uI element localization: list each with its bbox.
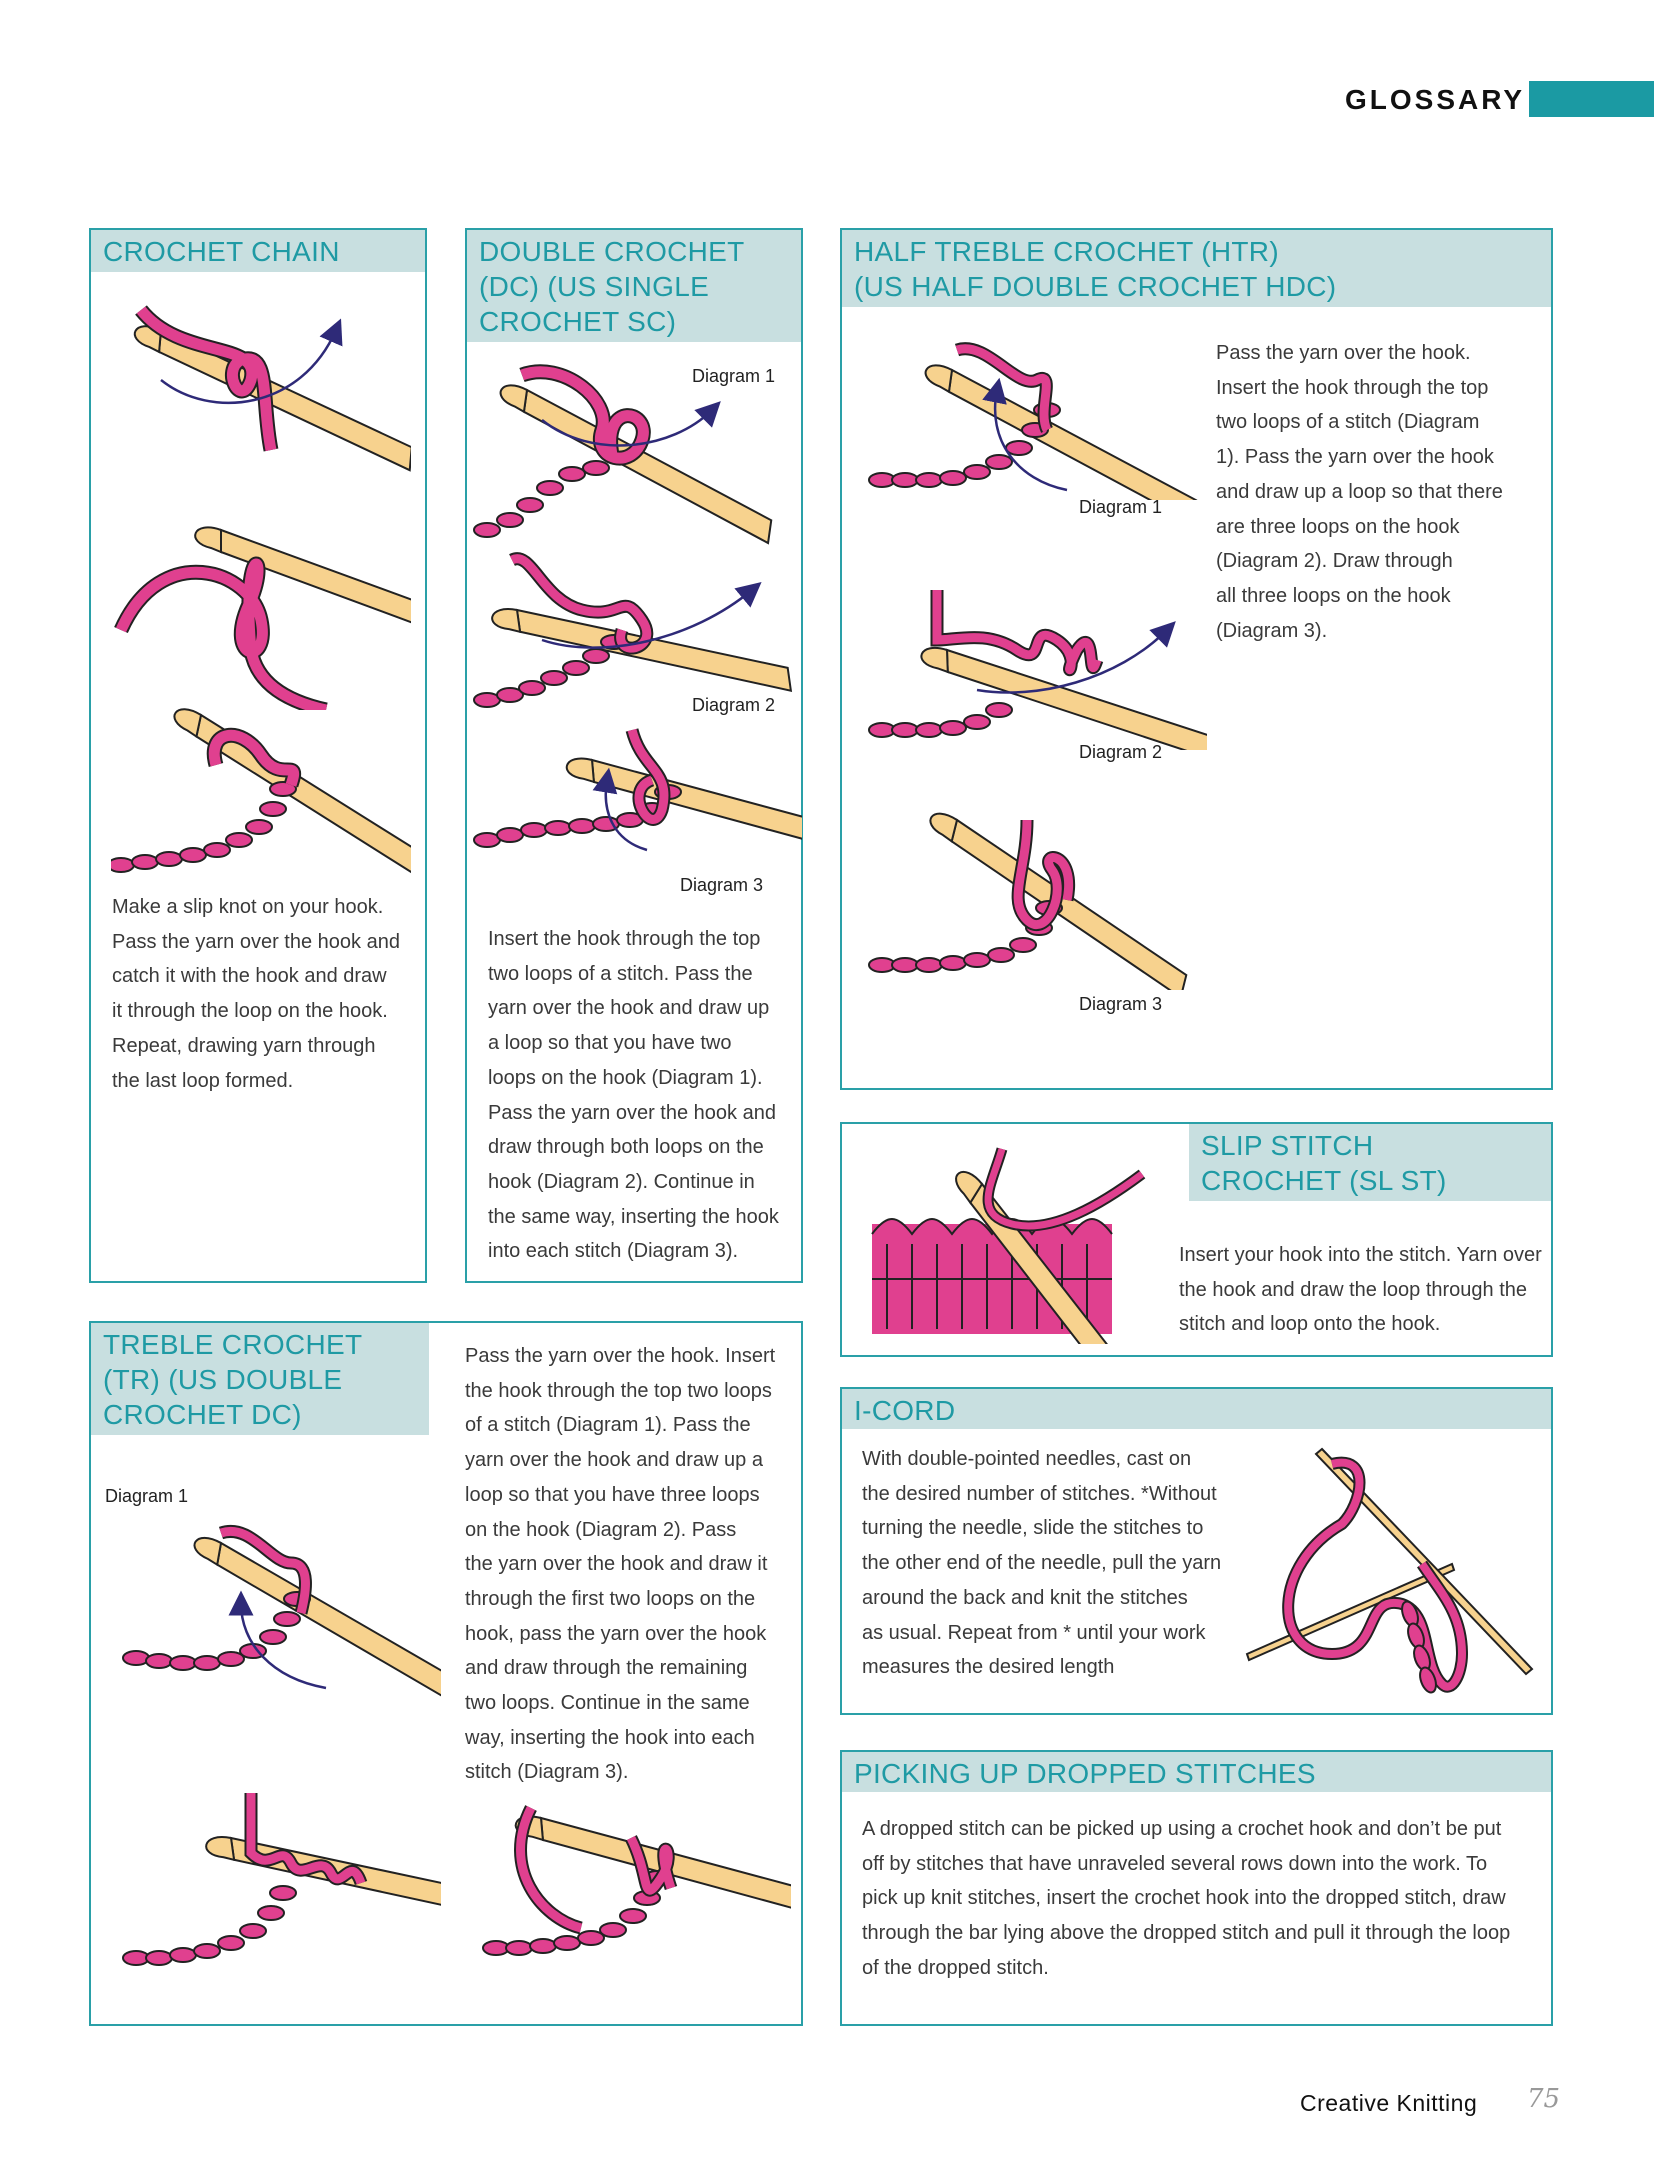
i-cord-illustration [1232,1444,1542,1704]
text-line: it through the loop on the hook. [112,1000,388,1023]
chain-step-1-illustration [121,300,411,500]
title-line: SLIP STITCH [1201,1130,1374,1161]
text-line: the last loop formed. [112,1069,294,1092]
slip-stitch-section [840,1122,1553,1357]
section-title: I-CORD [842,1389,1551,1429]
diagram-2-label: Diagram 2 [1079,742,1163,762]
title-line: (TR) (US DOUBLE [103,1364,343,1395]
text-line: yarn over the hook and draw up a [465,1449,763,1472]
text-line: the same way, inserting the hook [488,1205,779,1228]
text-line: through the bar lying above the dropped stitch and pull it through the loop [862,1922,1511,1945]
slip-stitch-illustration [852,1144,1182,1344]
title-line: HALF TREBLE CROCHET (HTR) [854,236,1279,267]
text-line: 1). Pass the yarn over the hook [1216,446,1494,469]
title-line: (DC) (US SINGLE [479,271,710,302]
diagram-3-label: Diagram 3 [1079,994,1163,1014]
page-header-title: GLOSSARY [1345,84,1526,115]
text-line: hook (Diagram 2). Continue in [488,1170,755,1193]
section-title [467,230,801,342]
dc-diagram-1-illustration [472,360,802,560]
text-line: way, inserting the hook into each [465,1726,755,1749]
section-title [842,230,1551,307]
text-line: and draw up a loop so that there [1216,480,1503,503]
text-line: as usual. Repeat from * until your work [862,1621,1206,1644]
text-line: and draw through the remaining [465,1657,748,1680]
tr-diagram-1-illustration [121,1513,441,1703]
text-line: two loops of a stitch (Diagram [1216,411,1480,434]
diagram-2-label: Diagram 2 [692,695,776,715]
title-line: DOUBLE CROCHET [479,236,745,267]
htr-diagram-3-illustration [867,790,1207,990]
text-line: around the back and knit the stitches [862,1586,1188,1609]
page-number: 75 [1527,2084,1561,2114]
chain-step-2-illustration [111,510,411,710]
slip-stitch-instructions [1179,1238,1551,1342]
crochet-chain-instructions [112,890,412,1098]
treble-crochet-section [89,1321,803,2026]
diagram-3-label: Diagram 3 [680,875,764,895]
text-line: of the dropped stitch. [862,1956,1049,1979]
publication-name: Creative Knitting [1300,2090,1478,2116]
text-line: measures the desired length [862,1656,1115,1679]
text-line: Pass the yarn over the hook and [488,1101,776,1124]
dc-diagram-2-illustration [472,550,802,720]
text-line: loops on the hook (Diagram 1). [488,1066,763,1089]
i-cord-instructions [862,1442,1242,1685]
text-line: Insert the hook through the top [488,928,761,950]
text-line: hook, pass the yarn over the hook [465,1622,767,1645]
text-line: a loop so that you have two [488,1032,732,1055]
section-title [1189,1124,1551,1201]
half-treble-crochet-section [840,228,1553,1090]
title-line: CROCHET (SL ST) [1201,1165,1447,1196]
double-crochet-instructions [488,922,798,1269]
text-line: the yarn over the hook and draw it [465,1553,768,1576]
crochet-chain-section [89,228,427,1283]
diagram-1-label: Diagram 1 [1079,497,1163,517]
section-title: CROCHET CHAIN [91,230,425,272]
text-line: Make a slip knot on your hook. [112,896,384,918]
title-line: TREBLE CROCHET [103,1329,363,1360]
text-line: Insert the hook through the top [1216,376,1489,399]
text-line: With double-pointed needles, cast on [862,1448,1192,1470]
text-line: draw through both loops on the [488,1136,764,1159]
text-line: on the hook (Diagram 2). Pass [465,1518,737,1541]
text-line: catch it with the hook and draw [112,965,387,988]
title-line: CROCHET SC) [479,306,677,337]
title-line: CROCHET DC) [103,1399,302,1430]
text-line: (Diagram 3). [1216,619,1328,642]
text-line: Pass the yarn over the hook and [112,930,400,953]
tr-diagram-3-illustration [481,1788,791,1968]
text-line: the desired number of stitches. *Without [862,1482,1217,1505]
text-line: all three loops on the hook [1216,584,1451,607]
text-line: loop so that you have three loops [465,1483,760,1506]
chain-step-3-illustration [111,705,411,895]
text-line: Insert your hook into the stitch. Yarn over [1179,1244,1542,1266]
text-line: Pass the yarn over the hook. [1216,342,1471,364]
diagram-1-label: Diagram 1 [105,1486,189,1506]
htr-diagram-2-illustration [867,580,1207,750]
text-line: into each stitch (Diagram 3). [488,1240,739,1263]
diagram-1-label: Diagram 1 [692,366,776,386]
htr-diagram-1-illustration [867,330,1207,500]
text-line: Pass the yarn over the hook. Insert [465,1345,776,1367]
text-line: the hook and draw the loop through the [1179,1278,1528,1301]
text-line: are three loops on the hook [1216,515,1460,538]
section-title [91,1323,429,1435]
picking-up-dropped-stitches-section [840,1750,1553,2026]
dc-diagram-3-illustration [472,710,802,880]
title-line: (US HALF DOUBLE CROCHET HDC) [854,271,1337,302]
header-accent-bar [1529,81,1654,117]
text-line: stitch (Diagram 3). [465,1761,629,1784]
text-line: A dropped stitch can be picked up using a crochet hook and don’t be put [862,1818,1502,1840]
text-line: (Diagram 2). Draw through [1216,550,1453,573]
picking-up-instructions [862,1812,1542,1986]
text-line: the other end of the needle, pull the yarn [862,1552,1222,1575]
i-cord-section [840,1387,1553,1715]
text-line: yarn over the hook and draw up [488,997,770,1020]
tr-diagram-2-illustration [121,1783,441,1983]
text-line: two loops of a stitch. Pass the [488,962,753,985]
text-line: stitch and loop onto the hook. [1179,1313,1441,1336]
section-title: PICKING UP DROPPED STITCHES [842,1752,1551,1792]
text-line: turning the needle, slide the stitches to [862,1517,1204,1540]
half-treble-instructions [1216,336,1546,648]
text-line: of a stitch (Diagram 1). Pass the [465,1414,751,1437]
treble-crochet-instructions [465,1339,795,1790]
double-crochet-section [465,228,803,1283]
text-line: off by stitches that have unraveled several rows down into the work. To [862,1852,1488,1875]
text-line: the hook through the top two loops [465,1379,772,1402]
text-line: two loops. Continue in the same [465,1692,750,1715]
text-line: Repeat, drawing yarn through [112,1034,376,1057]
text-line: through the first two loops on the [465,1587,756,1610]
text-line: pick up knit stitches, insert the crochet hook into the dropped stitch, draw [862,1887,1506,1910]
